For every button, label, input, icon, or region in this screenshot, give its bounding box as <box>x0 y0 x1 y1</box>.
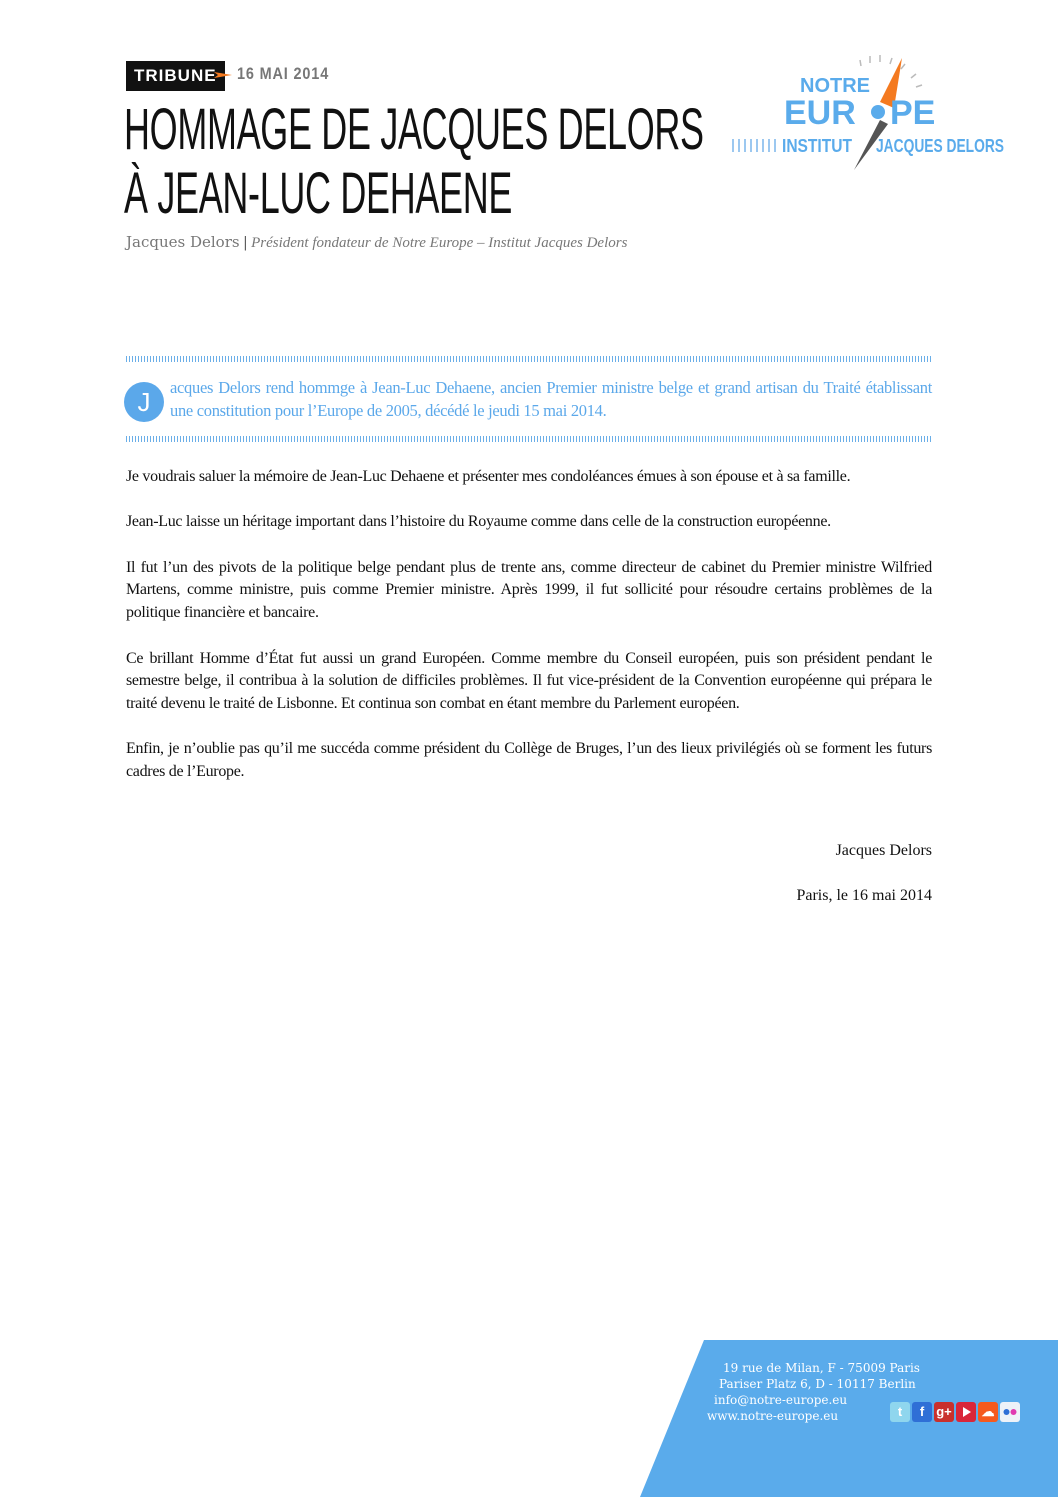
address-berlin: Pariser Platz 6, D - 10117 Berlin <box>719 1377 916 1391</box>
signature-block <box>126 840 932 908</box>
paragraph: Il fut l’un des pivots de la politique belge pendant plus de trente ans, comme directeur de cabinet du Premier ministre Wilfried Martens, comme ministre, puis comme Premier ministre. Après 1999, il fut sollicité pour résoudre certains problèmes de la politique financière et bancaire. <box>126 558 932 622</box>
author-role: Président fondateur de Notre Europe – Institut Jacques Delors <box>251 235 628 251</box>
lead-box <box>126 362 932 436</box>
notre-europe-logo <box>730 50 1010 180</box>
category-tag: TRIBUNE <box>126 61 225 91</box>
social-icons <box>890 1402 1020 1422</box>
svg-text:INSTITUT: INSTITUT <box>782 136 852 156</box>
email-link[interactable]: info@notre-europe.eu <box>714 1393 848 1407</box>
article <box>126 356 932 931</box>
website-link[interactable]: www.notre-europe.eu <box>707 1409 839 1423</box>
lead-paragraph: acques Delors rend hommge à Jean-Luc Dehaene, ancien Premier ministre belge et grand artisan du Traité établissant une constitution pour l’Europe de 2005, décédé le jeudi 15 mai 2014. <box>170 378 932 420</box>
youtube-icon[interactable] <box>956 1402 976 1422</box>
article-body <box>126 466 932 784</box>
svg-text:EUR: EUR <box>784 94 856 132</box>
paragraph: Enfin, je n’oublie pas qu’il me succéda comme président du Collège de Bruges, l’un des lieux privilégiés où se forment les futurs cadres de l’Europe. <box>126 740 932 781</box>
flickr-icon[interactable] <box>1000 1402 1020 1422</box>
paragraph: Je voudrais saluer la mémoire de Jean-Luc Dehaene et présenter mes condoléances émues à son épouse et à sa famille. <box>126 468 851 485</box>
signature-place-date: Paris, le 16 mai 2014 <box>796 887 932 905</box>
address-paris: 19 rue de Milan, F - 75009 Paris <box>723 1361 920 1375</box>
title-line-2: À JEAN-LUC DEHAENE <box>124 161 513 226</box>
byline <box>126 233 627 252</box>
signature-name: Jacques Delors <box>835 841 932 859</box>
dropcap-badge: J <box>124 382 164 422</box>
svg-text:JACQUES DELORS: JACQUES DELORS <box>876 136 1004 156</box>
dashed-divider-bottom <box>126 436 932 442</box>
svg-text:PE: PE <box>890 94 936 132</box>
google-plus-icon[interactable]: g+ <box>934 1402 954 1422</box>
twitter-icon[interactable]: t <box>890 1402 910 1422</box>
paragraph: Jean-Luc laisse un héritage important dans l’histoire du Royaume comme dans celle de la construction européenne. <box>126 513 831 531</box>
svg-text:NOTRE: NOTRE <box>800 75 870 97</box>
publication-date: 16 MAI 2014 <box>237 64 330 83</box>
byline-separator: | <box>243 234 248 251</box>
arrow-icon <box>214 72 232 78</box>
title-line-1: HOMMAGE DE JACQUES DELORS <box>124 97 704 162</box>
facebook-icon[interactable]: f <box>912 1402 932 1422</box>
soundcloud-icon[interactable]: ☁ <box>978 1402 998 1422</box>
page-title <box>124 98 704 226</box>
paragraph: Ce brillant Homme d’État fut aussi un grand Européen. Comme membre du Conseil européen, puis son président pendant le semestre belge, il contribua à la solution de difficiles problèmes. Il fut vice-président de la Convention européenne qui prépara le traité devenu le traité de Lisbonne. Et continua son combat en étant membre du Parlement européen. <box>126 649 932 712</box>
author-name: Jacques Delors <box>126 233 240 251</box>
